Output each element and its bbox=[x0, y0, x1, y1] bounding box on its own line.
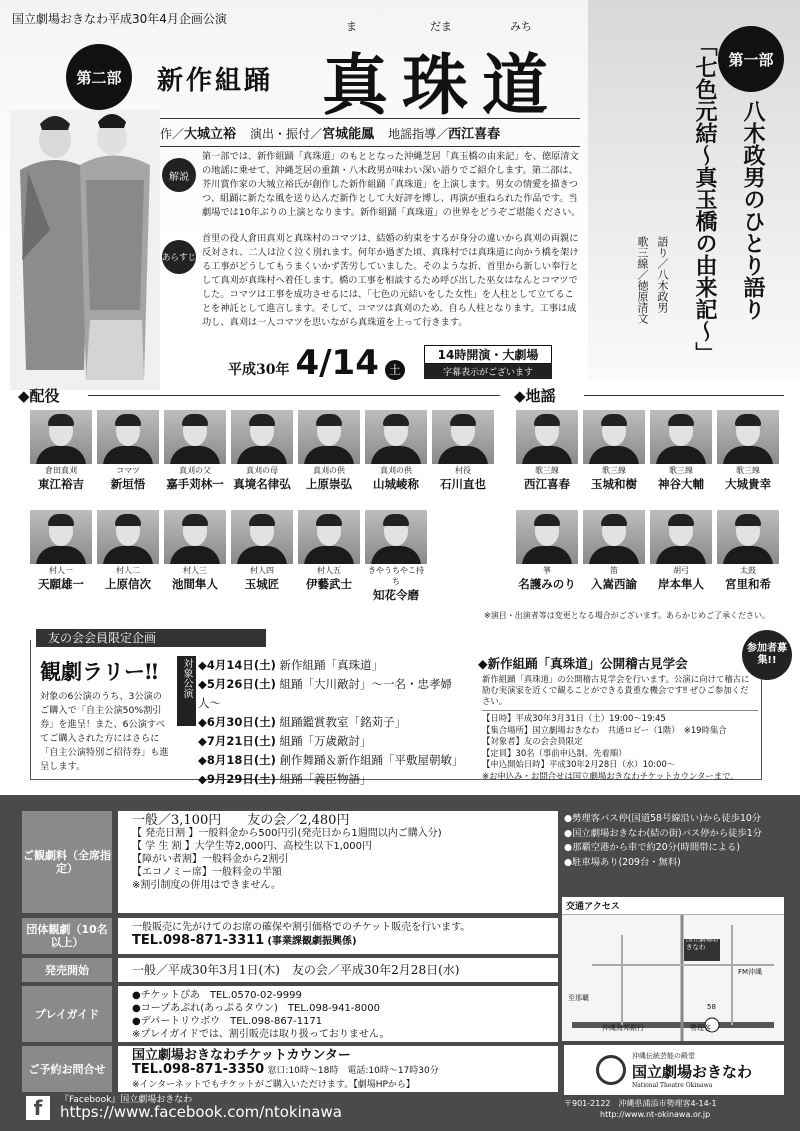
rehearsal-text: 新作組踊「真珠道」の公開稽古見学会を行います。公演に向けて稽古に励む実演家を近くで観ることができる貴重な機会です‼ ぜひご参加ください。 bbox=[482, 674, 750, 706]
cast-member bbox=[231, 410, 293, 492]
jiutai-heading: ◆地謡 bbox=[514, 387, 556, 405]
cast-member bbox=[650, 410, 712, 492]
facebook-label: 『Facebook』国立劇場おきなわ bbox=[60, 1095, 193, 1105]
performer-name: 西江喜春 bbox=[524, 477, 570, 491]
access-list bbox=[564, 812, 790, 870]
synopsis-text: 首里の役人倉田真刈と真珠村のコマツは、結婚の約束をするが身分の違いから真刈の両親に反対され、二人は泣く泣く別れます。何年か過ぎた頃、真珠村では真珠道に向かう橋を架ける工事がどうしてもうまくいかず苦労していました。そのような折、首里から新しい奉行として真刈が真珠村へ着任します。橋の工事を相談するため呼び出した巫女はなんとコマツでした。コマツは工事を成功させるには、「七色の元結いをした女性」を人柱として立てることを神託として進言します。そして、コマツは真刈のため、自ら人柱となります。工事は成功し、真刈は一人コマツを思いながら真珠道を上って行きます。 bbox=[202, 233, 579, 328]
commentary-text: 第一部では、新作組踊「真珠道」のもととなった沖縄芝居「真玉橋の由来記」を、徳原清文の地謡に乗せて、沖縄芝居の重鎮・八木政男が味わい深い語りでご紹介します。第二部は、芥川賞作家の大城立裕氏が創作した新作組踊「真珠道」を上演します。男女の情愛を描きつつ、組踊に新たな風を送り込んだ新作として大好評を博し、再演が重ねられた作品です。当劇場では10年ぶりの上演となります。新作組踊「真珠道」の世界をどうぞご堪能ください。 bbox=[202, 151, 581, 218]
rehearsal-detail: 【集合場所】国立劇場おきなわ 共通ロビー（1階） ※19時集合 bbox=[482, 724, 727, 735]
cast-member bbox=[583, 510, 645, 592]
discount: 【 学 生 割 】大学生等2,000円、高校生以下1,000円 bbox=[132, 841, 372, 852]
jiutai-note: ※演目・出演者等は変更となる場合がございます。あらかじめご了承ください。 bbox=[484, 611, 771, 620]
sale-text: 一般／平成30年3月1日(木) 友の会／平成30年2月28日(水) bbox=[118, 958, 558, 982]
cast-member bbox=[583, 410, 645, 492]
map-label-bank: 沖縄海邦銀行 bbox=[602, 1024, 644, 1032]
schedule-item: ◆5月26日(土) 組踊「大川敵討」〜一名・忠孝婦人〜 bbox=[198, 677, 453, 710]
role-label: 村人四 bbox=[250, 566, 274, 575]
cast-member bbox=[365, 410, 427, 492]
performer-name: 新垣悟 bbox=[110, 477, 146, 491]
role-label: 歌三線 bbox=[736, 466, 760, 475]
time-box: 14時開演・大劇場 bbox=[424, 345, 552, 364]
performer-name: 真境名律弘 bbox=[233, 477, 291, 491]
performer-name: 知花令磨 bbox=[373, 588, 419, 602]
portrait-photo bbox=[717, 410, 779, 464]
role-label: 歌三線 bbox=[535, 466, 559, 475]
portrait-photo bbox=[516, 510, 578, 564]
portrait-photo bbox=[298, 510, 360, 564]
address: 〒901-2122 沖縄県浦添市勢理客4-14-1 bbox=[564, 1099, 717, 1108]
performer-name: 入嵩西諭 bbox=[591, 577, 637, 591]
portrait-photo bbox=[231, 410, 293, 464]
rally-title: 観劇ラリー‼ bbox=[40, 659, 159, 684]
playguide-note: ※プレイガイドでは、割引販売は取り扱っておりません。 bbox=[132, 1029, 390, 1040]
portrait-photo bbox=[231, 510, 293, 564]
performer-name: 石川直也 bbox=[440, 477, 486, 491]
portrait-photo bbox=[164, 410, 226, 464]
cast-member bbox=[30, 410, 92, 492]
performer-name: 東江裕吉 bbox=[38, 477, 84, 491]
theatre-logo-icon bbox=[596, 1055, 626, 1085]
cast-member bbox=[298, 410, 360, 492]
cast-member bbox=[516, 510, 578, 592]
portrait-photo bbox=[365, 510, 427, 564]
rally-schedule bbox=[198, 656, 468, 789]
rehearsal-detail: 【対象者】友の会会員限定 bbox=[482, 736, 583, 746]
group-text: 一般販売に先がけてのお席の確保や割引価格でのチケット販売を行います。 bbox=[132, 922, 471, 933]
playguide-label: プレイガイド bbox=[22, 986, 112, 1042]
group-label: 団体観劇（10名以上） bbox=[22, 918, 112, 954]
performer-name: 池間隼人 bbox=[172, 577, 218, 591]
performer-name: 山城崚称 bbox=[373, 477, 419, 491]
cast-member bbox=[97, 510, 159, 592]
rehearsal-detail: 【申込開始日時】平成30年2月28日（水）10:00〜 bbox=[482, 759, 676, 769]
part2-badge: 第二部 bbox=[66, 44, 132, 110]
counter-name: 国立劇場おきなわチケットカウンター bbox=[132, 1048, 351, 1063]
discount: 【エコノミー席】一般料金の半額 bbox=[132, 867, 282, 878]
part1-badge: 第一部 bbox=[718, 26, 784, 92]
portrait-photo bbox=[583, 510, 645, 564]
title-main: 真珠道 bbox=[322, 46, 562, 124]
role-label: 歌三線 bbox=[669, 466, 693, 475]
part1-narrator: 語り／八木政男 bbox=[656, 236, 669, 313]
credit-author: 作／大城立裕 bbox=[160, 127, 237, 142]
theater-line: 国立劇場おきなわ平成30年4月企画公演 bbox=[12, 12, 227, 26]
website-link[interactable]: http://www.nt-okinawa.or.jp bbox=[600, 1110, 711, 1119]
performer-name: 名護みのり bbox=[518, 577, 576, 591]
map-label-naha: 至那覇 bbox=[568, 994, 589, 1002]
role-label: 村人五 bbox=[317, 566, 341, 575]
playguide-item: ●デパートリウボウ TEL.098-867-1171 bbox=[132, 1016, 323, 1027]
rehearsal-details bbox=[482, 710, 758, 782]
map-label-seriKyaku: 勢理客 bbox=[690, 1024, 711, 1032]
role-label: コマツ bbox=[116, 466, 140, 475]
price-label: ご観劇料（全席指定） bbox=[22, 811, 112, 913]
synopsis-tag: あらすじ bbox=[162, 240, 196, 274]
price-line: 一般／3,100円 友の会／2,480円 bbox=[132, 813, 350, 828]
cast-member bbox=[164, 510, 226, 592]
internet-note: ※インターネットでもチケットがご購入いただけます。【劇場HPから】 bbox=[132, 1080, 415, 1090]
role-label: 村人二 bbox=[116, 566, 140, 575]
cast-member bbox=[164, 410, 226, 492]
playguide-item: ●コープあぷれ(あっぷるタウン) TEL.098-941-8000 bbox=[132, 1003, 380, 1014]
role-label: 真刈の父 bbox=[179, 466, 211, 475]
role-label: 胡弓 bbox=[673, 566, 689, 575]
role-label: 真刈の母 bbox=[246, 466, 278, 475]
cast-heading: ◆配役 bbox=[18, 387, 60, 405]
discount: ※割引制度の併用はできません。 bbox=[132, 880, 281, 891]
performer-name: 上原信次 bbox=[105, 577, 151, 591]
schedule-item: ◆8月18日(土) 創作舞踊＆新作組踊「平敷屋朝敏」 bbox=[198, 753, 464, 767]
subtitle-note: 字幕表示がございます bbox=[424, 364, 552, 379]
cast-member bbox=[432, 410, 494, 492]
access-item: ●那覇空港から車で約20分(時間帯による) bbox=[564, 842, 740, 853]
cast-member bbox=[30, 510, 92, 592]
role-label: 真刈の供 bbox=[380, 466, 412, 475]
role-label: 真刈の供 bbox=[313, 466, 345, 475]
portrait-photo bbox=[717, 510, 779, 564]
reserve-label: ご予約お問合せ bbox=[22, 1046, 112, 1092]
schedule-item: ◆6月30日(土) 組踊鑑賞教室「銘苅子」 bbox=[198, 715, 407, 729]
portrait-photo bbox=[30, 410, 92, 464]
access-map[interactable] bbox=[562, 897, 784, 1039]
portrait-photo bbox=[30, 510, 92, 564]
map-label-theatre: 国立劇場おきなわ bbox=[686, 935, 719, 951]
map-title: 交通アクセス bbox=[562, 897, 784, 915]
role-label: 村人三 bbox=[183, 566, 207, 575]
schedule-item: ◆4月14日(土) 新作組踊「真珠道」 bbox=[198, 658, 384, 672]
reserve-body bbox=[118, 1046, 558, 1092]
group-contact: TEL.098-871-3311 (事業課観劇振興係) bbox=[132, 933, 357, 948]
rally-text: 対象の6公演のうち、3公演のご購入で「自主公演50%割引券」を進呈！また、6公演すべてご購入された方にはさらに「自主公演特別ご招待券」も進呈します。 bbox=[40, 691, 169, 772]
target-label: 対象公演 bbox=[177, 656, 196, 726]
schedule-item: ◆9月29日(土) 組踊「義臣物語」 bbox=[198, 772, 372, 786]
title-prefix: 新作組踊 bbox=[157, 66, 274, 96]
group-body bbox=[118, 918, 558, 954]
map-graphic bbox=[562, 915, 784, 1041]
cast-member bbox=[97, 410, 159, 492]
role-label: きやうちやこ持ち bbox=[368, 566, 424, 586]
members-bar: 友の会会員限定企画 bbox=[36, 629, 266, 647]
performer-name: 玉城和樹 bbox=[591, 477, 637, 491]
map-label-58: 58 bbox=[707, 1003, 716, 1011]
portrait-photo bbox=[97, 410, 159, 464]
part1-title-line2: 「七色元結〜真玉橋の由来記〜」 bbox=[692, 34, 718, 364]
performer-name: 玉城匠 bbox=[244, 577, 280, 591]
join-badge: 参加者募集!! bbox=[742, 630, 792, 680]
cast-member bbox=[298, 510, 360, 592]
portrait-photo bbox=[583, 410, 645, 464]
rehearsal-title: ◆新作組踊「真珠道」公開稽古見学会 bbox=[478, 656, 688, 671]
schedule-item: ◆7月21日(土) 組踊「万歳敵討」 bbox=[198, 734, 372, 748]
performer-name: 上原崇弘 bbox=[306, 477, 352, 491]
cast-member bbox=[365, 510, 427, 603]
sale-label: 発売開始 bbox=[22, 958, 112, 982]
cast-member bbox=[231, 510, 293, 592]
theatre-logo bbox=[564, 1045, 784, 1095]
cast-member bbox=[516, 410, 578, 492]
cast-member bbox=[717, 510, 779, 592]
performer-name: 宮里和希 bbox=[725, 577, 771, 591]
role-label: 村人一 bbox=[49, 566, 73, 575]
portrait-photo bbox=[516, 410, 578, 464]
performer-name: 伊藝武士 bbox=[306, 577, 352, 591]
role-label: 箏 bbox=[543, 566, 551, 575]
access-item: ●勢理客バス停(国道58号線沿い)から徒歩10分 bbox=[564, 813, 762, 824]
cast-member bbox=[650, 510, 712, 592]
date: 4/14 bbox=[295, 343, 379, 383]
portrait-photo bbox=[97, 510, 159, 564]
credit-jiutai: 地謡指導／西江喜春 bbox=[388, 127, 501, 142]
rehearsal-detail: 【定員】30名（事前申込制、先着順） bbox=[482, 747, 627, 758]
playguide-item: ●チケットぴあ TEL.0570-02-9999 bbox=[132, 990, 302, 1001]
role-label: 太鼓 bbox=[740, 566, 756, 575]
role-label: 倉田真刈 bbox=[45, 466, 77, 475]
role-label: 村役 bbox=[455, 466, 471, 475]
dancers-photo bbox=[10, 110, 160, 390]
cast-member bbox=[717, 410, 779, 492]
performance-date bbox=[228, 343, 405, 383]
credit-director: 演出・振付／宮城能鳳 bbox=[250, 127, 375, 142]
portrait-photo bbox=[365, 410, 427, 464]
portrait-photo bbox=[298, 410, 360, 464]
jiutai-rule bbox=[584, 395, 784, 396]
part1-title-line1: 八木政男のひとり語り bbox=[740, 100, 766, 320]
role-label: 歌三線 bbox=[602, 466, 626, 475]
facebook-icon[interactable]: f bbox=[26, 1096, 50, 1120]
ruby-michi: みち bbox=[510, 20, 532, 33]
performer-name: 嘉手苅林一 bbox=[166, 477, 224, 491]
era: 平成30年 bbox=[228, 362, 290, 378]
map-label-fm: FM沖縄 bbox=[738, 968, 763, 976]
price-body bbox=[118, 811, 558, 913]
rehearsal-note: ※お申込み・お問合せは国立劇場おきなわチケットカウンターまで。 bbox=[482, 770, 739, 781]
access-item: ●国立劇場おきなわ(結の街)バス停から徒歩1分 bbox=[564, 827, 762, 839]
weekday-badge: 土 bbox=[385, 360, 405, 380]
part1-sanshin: 歌三線／徳原清文 bbox=[636, 236, 649, 324]
performer-name: 神谷大輔 bbox=[658, 477, 704, 491]
credits bbox=[160, 118, 580, 147]
portrait-photo bbox=[164, 510, 226, 564]
ruby-ma: ま bbox=[346, 20, 357, 33]
discount: 【 発売日割 】一般料金から500円引(発売日から1週間以内ご購入分) bbox=[132, 828, 442, 839]
portrait-photo bbox=[432, 410, 494, 464]
access-item: ●駐車場あり(209台・無料) bbox=[564, 856, 681, 868]
rehearsal-detail: 【日時】平成30年3月31日（土）19:00〜19:45 bbox=[482, 713, 666, 723]
portrait-photo bbox=[650, 410, 712, 464]
cast-rule bbox=[88, 395, 500, 396]
performer-name: 大城貴幸 bbox=[725, 477, 771, 491]
playguide-body bbox=[118, 986, 558, 1042]
theatre-logo-text: 沖縄伝統芸能の殿堂 国立劇場おきなわ National Theatre Okinawa bbox=[631, 1052, 752, 1089]
counter-contact: TEL.098-871-3350 窓口:10時〜18時 電話:10時〜17時30分 bbox=[132, 1062, 439, 1077]
performer-name: 岸本隼人 bbox=[658, 577, 704, 591]
discount: 【障がい者割】一般料金から2割引 bbox=[132, 854, 289, 865]
facebook-link[interactable]: https://www.facebook.com/ntokinawa bbox=[60, 1103, 342, 1121]
commentary-tag: 解説 bbox=[162, 158, 196, 192]
performer-name: 天願雄一 bbox=[38, 577, 84, 591]
role-label: 笛 bbox=[610, 566, 618, 575]
ruby-dama: だま bbox=[430, 20, 452, 33]
portrait-photo bbox=[650, 510, 712, 564]
